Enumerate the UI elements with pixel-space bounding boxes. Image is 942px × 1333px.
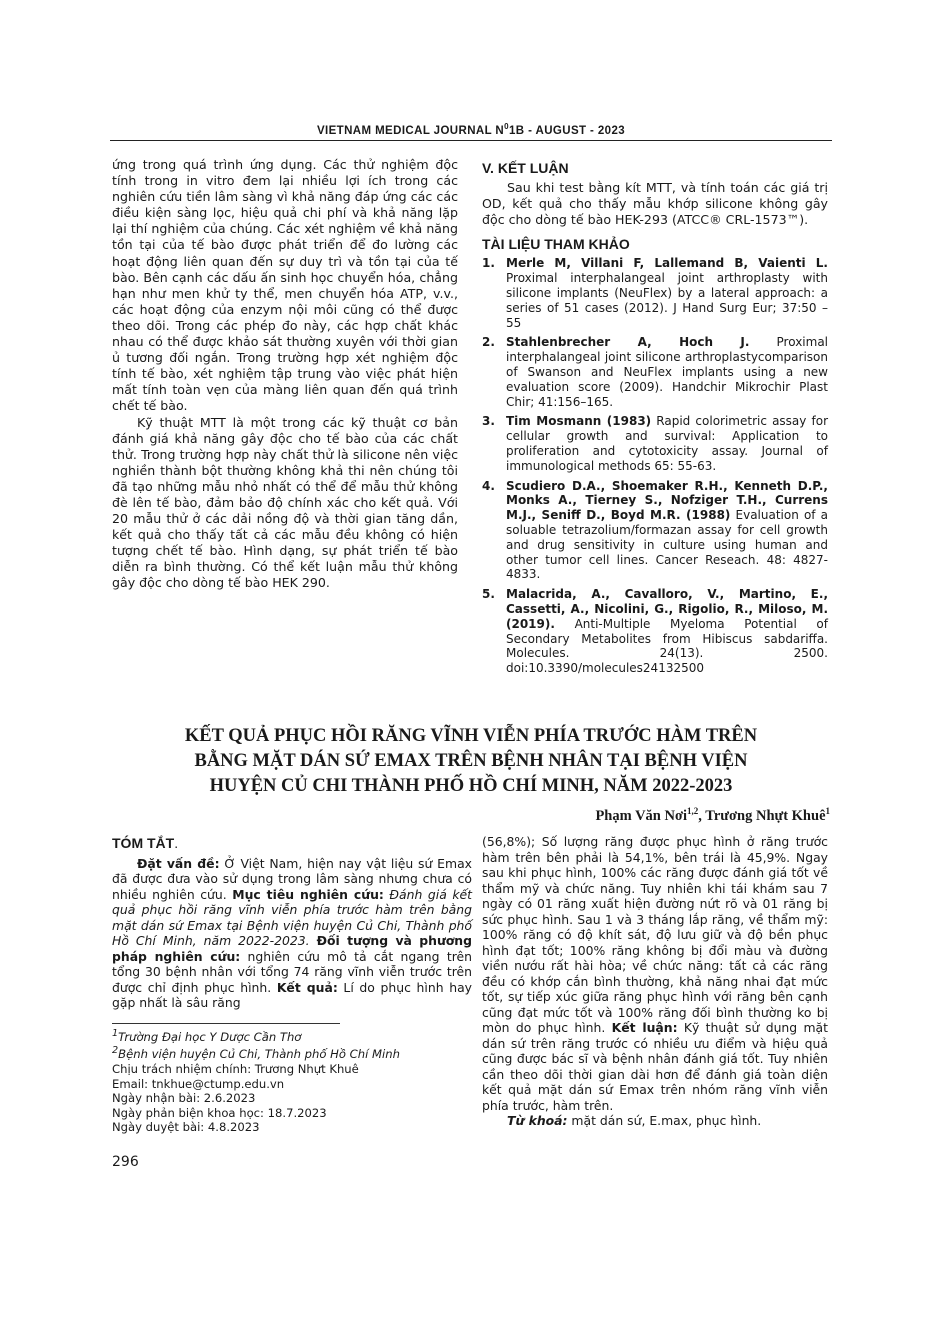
- abstract-continuation: [482, 834, 828, 1113]
- accepted-date: Ngày duyệt bài: 4.8.2023: [112, 1120, 260, 1135]
- reference-authors: Tim Mosmann (1983): [506, 414, 652, 429]
- conclusion-heading: V. KẾT LUẬN: [482, 160, 569, 176]
- reference-list: [482, 256, 828, 676]
- journal-name: VIETNAM MEDICAL JOURNAL N: [316, 124, 505, 137]
- right-column: [482, 160, 828, 681]
- background-label: Đặt vấn đề:: [137, 855, 220, 871]
- result-continuation: (56,8%); Số lượng răng được phục hình ở răng trước hàm trên bên phải là 54,1%, bên trái là 45,9%. Ngay sau khi phục hình, 100% các răng được đánh giá tốt về thẩm mỹ và chức năng. Tuy nhiên khi tái khám sau 7 ngày có 01 răng xuất hiện đường nứt rõ và 01 răng bị sức phục hình. Sau 1 và 3 tháng lắp răng, về thẩm mỹ: 100% răng có độ khít sát, độ lưu giữ và độ bền phục hình đạt tốt; 100% răng không bị đổi màu và đường viền nướu rất hài hòa; về chức năng: tất cả các răng đều có khớp cắn bình thường, khả năng nhai đạt mức tốt, sự tiếp xúc giữa răng phục hình với răng bên cạnh cũng đạt mức tốt và 100% răng đối bình thường ko bị mòn do phục hình.: [482, 834, 828, 1035]
- abstract-left: [112, 836, 472, 1011]
- reference-item: [482, 256, 828, 330]
- email[interactable]: Email: tnkhue@ctump.edu.vn: [112, 1076, 285, 1091]
- reference-number: 5.: [482, 587, 495, 602]
- author-name: Phạm Văn Nơi: [595, 807, 688, 824]
- reference-number: 4.: [482, 478, 495, 493]
- reference-text: Anti-Multiple Myeloma Potential of Secondary Metabolites from Hibiscus sabdariffa. Molecules. 24(13). 2500. doi:10.3390/molecules24132500: [506, 616, 828, 676]
- references-heading: TÀI LIỆU THAM KHẢO: [482, 236, 630, 253]
- affiliation-2: [112, 1044, 472, 1061]
- issue-superscript: 0: [504, 122, 509, 131]
- left-column: [112, 157, 458, 592]
- title-line: BẰNG MẶT DÁN SỨ EMAX TRÊN BỆNH NHÂN TẠI BỆNH VIỆN: [194, 751, 748, 771]
- conclusion-label: Kết luận:: [611, 1020, 678, 1035]
- background-text: Ở Việt Nam, hiện nay vật liệu sứ Emax đã được đưa vào sử dụng trong lâm sàng nhưng chưa có nhiều nghiên cứu.: [112, 855, 472, 902]
- reference-number: 2.: [482, 335, 495, 350]
- corresponding-author: Chịu trách nhiệm chính: Trương Nhựt Khuê: [112, 1061, 359, 1076]
- objective-label: Mục tiêu nghiên cứu:: [232, 886, 384, 902]
- reference-text: Evaluation of a soluable tetrazolium/formazan assay for cell growth and drug sensitivity in culture using human and other tumor cell lines. Cancer Reseach. 48: 4827-4833.: [506, 508, 828, 582]
- abstract-heading: [112, 836, 472, 852]
- footnote-rule: [112, 1023, 340, 1024]
- conclusion-text: Kỹ thuật sử dụng mặt dán sứ trên răng trước có nhiều ưu điểm và hiệu quả cũng được bác sĩ và bệnh nhân đánh giá tốt. Tuy nhiên cần theo dõi thời gian dài hơn để đánh giá toàn diện kết quả mặt dán sứ Emax trên nhóm răng vĩnh viễn phía trước, hàm trên.: [482, 1020, 829, 1113]
- result-label: Kết quả:: [276, 979, 338, 995]
- affiliation-text: Trường Đại học Y Dược Cần Thơ: [118, 1029, 302, 1044]
- abstract-right: [482, 834, 828, 1129]
- method-label: Đối tượng và phương pháp nghiên cứu:: [112, 933, 472, 964]
- reference-authors: Malacrida, A., Cavalloro, V., Martino, E., Cassetti, A., Nicolini, G., Rigolio, R., Miloso, M. (2019).: [506, 587, 828, 631]
- abstract-title-dot: .: [174, 835, 179, 851]
- reference-number: 3.: [482, 414, 495, 429]
- reference-item: [482, 587, 828, 676]
- affiliation-1: [112, 1027, 472, 1044]
- reference-item: [482, 335, 828, 409]
- issue-info: 1B - AUGUST - 2023: [509, 124, 626, 137]
- review-date: Ngày phản biện khoa học: 18.7.2023: [112, 1105, 327, 1120]
- reference-item: [482, 479, 828, 583]
- author-affiliation: 1: [825, 806, 830, 816]
- article-title: [100, 724, 842, 799]
- journal-header: [110, 122, 832, 137]
- page-number: 296: [112, 1154, 139, 1170]
- footnotes: [112, 1027, 472, 1135]
- reference-authors: Stahlenbrecher A, Hoch J.: [506, 335, 750, 350]
- title-line: KẾT QUẢ PHỤC HỒI RĂNG VĨNH VIỄN PHÍA TRƯỚC HÀM TRÊN: [184, 726, 758, 746]
- reference-text: Proximal interphalangeal joint silicone arthroplastycomparison of Swanson and NeuFlex implants using a new evaluation score (2009). Handchir Mikrochir Plast Chir; 41:156–165.: [506, 335, 829, 409]
- author-affiliation: 1,2: [687, 806, 699, 816]
- received-date: Ngày nhận bài: 2.6.2023: [112, 1091, 256, 1106]
- result-text: Lí do phục hình hay gặp nhất là sâu răng: [112, 979, 472, 1010]
- affiliation-text: Bệnh viện huyện Củ Chi, Thành phố Hồ Chí Minh: [118, 1047, 400, 1062]
- author-name: Trương Nhựt Khuê: [705, 807, 826, 824]
- left-paragraph-2: Kỹ thuật MTT là một trong các kỹ thuật cơ bản đánh giá khả năng gây độc cho tế bào của các chất thử. Trong trường hợp này chất thử là silicone nên việc nghiền thành bột thường không khả thi nên chúng tôi đã tạo những mẫu nhỏ nhất có thể để mẫu thử không đè lên tế bào, đảm bảo độ chính xác cho kết quả. Với 20 mẫu thử ở các dải nồng độ và thời gian tăng dần, kết quả cho thấy tất cả các mẫu đều không có hiện tượng chết tế bào. Hình dạng, sự phát triển tế bào diễn ra bình thường. Có thể kết luận mẫu thử không gây độc cho dòng tế bào HEK 290.: [112, 414, 458, 591]
- reference-text: Rapid colorimetric assay for cellular growth and survival: Application to proliferation and cytotoxicity assay. Journal of immunological methods 65: 55-63.: [506, 414, 829, 473]
- objective-text: Đánh giá kết quả phục hồi răng vĩnh viễn phía trước hàm trên bằng mặt dán sứ Emax tại Bệnh viện huyện Củ Chi, Thành phố Hồ Chí Minh, năm 2022-2023.: [112, 886, 473, 948]
- affiliation-number: 1: [112, 1028, 119, 1039]
- reference-item: [482, 414, 828, 473]
- author-separator: ,: [698, 807, 706, 824]
- keywords-label: Từ khoá:: [507, 1113, 568, 1128]
- header-rule: [110, 140, 832, 141]
- keywords: [482, 1113, 828, 1129]
- method-text: nghiên cứu mô tả cắt ngang trên tổng 30 bệnh nhân với tổng 74 răng vĩnh viễn trước trên được chỉ định phục hình.: [112, 948, 472, 995]
- reference-authors: Merle M, Villani F, Lallemand B, Vaienti L.: [506, 256, 828, 271]
- abstract-paragraph: [112, 856, 472, 1011]
- author-line: [595, 806, 830, 825]
- abstract-title: TÓM TẮT: [112, 835, 175, 851]
- reference-number: 1.: [482, 256, 495, 271]
- reference-authors: Scudiero D.A., Shoemaker R.H., Kenneth D.P., Monks A., Tierney S., Nofziger T.H., Currens M.J., Seniff D., Boyd M.R. (1988): [506, 478, 828, 523]
- affiliation-number: 2: [112, 1045, 119, 1057]
- title-line: HUYỆN CỦ CHI THÀNH PHỐ HỒ CHÍ MINH, NĂM 2022-2023: [209, 776, 733, 796]
- left-paragraph-1: ứng trong quá trình ứng dụng. Các thử nghiệm độc tính trong in vitro đem lại nhiều lợi ích trong các nghiên cứu tiền lâm sàng vì khả năng đáp ứng các các điều kiện sàng lọc, hiệu quả chi phí và khả năng lặp lại thí nghiệm của chúng. Các xét nghiệm về khả năng tồn tại của tế bào được phát triển để đo lường các hoạt động liên quan đến sự duy trì và tồn tại của tế bào. Bên cạnh các dấu ấn sinh học chuyển hóa, chẳng hạn như men khử ty thể, men chuyển hóa ATP, v.v., các hoạt động của enzym nội môi cũng có thể được theo dõi. Trong các phép đo này, các hợp chất khác nhau có thể được khảo sát thường xuyên với thời gian ủ tương đối ngắn. Trong trường hợp xét nghiệm độc tính tế bào, xét nghiệm tập trung vào việc phát hiện mất tính toàn vẹn của màng liên quan đến quá trình chết tế bào.: [112, 157, 458, 414]
- keywords-text: mặt dán sứ, E.max, phục hình.: [567, 1113, 762, 1128]
- reference-text: Proximal interphalangeal joint arthroplasty with silicone implants (NeuFlex) by a lateral approach: a series of 51 cases (2012). J Hand Surg Eur; 37:50 – 55: [506, 271, 828, 330]
- conclusion-text: Sau khi test bằng kít MTT, và tính toán các giá trị OD, kết quả cho thấy mẫu khớp silicone không gây độc cho dòng tế bào HEK-293 (ATCC® CRL-1573™).: [482, 180, 828, 228]
